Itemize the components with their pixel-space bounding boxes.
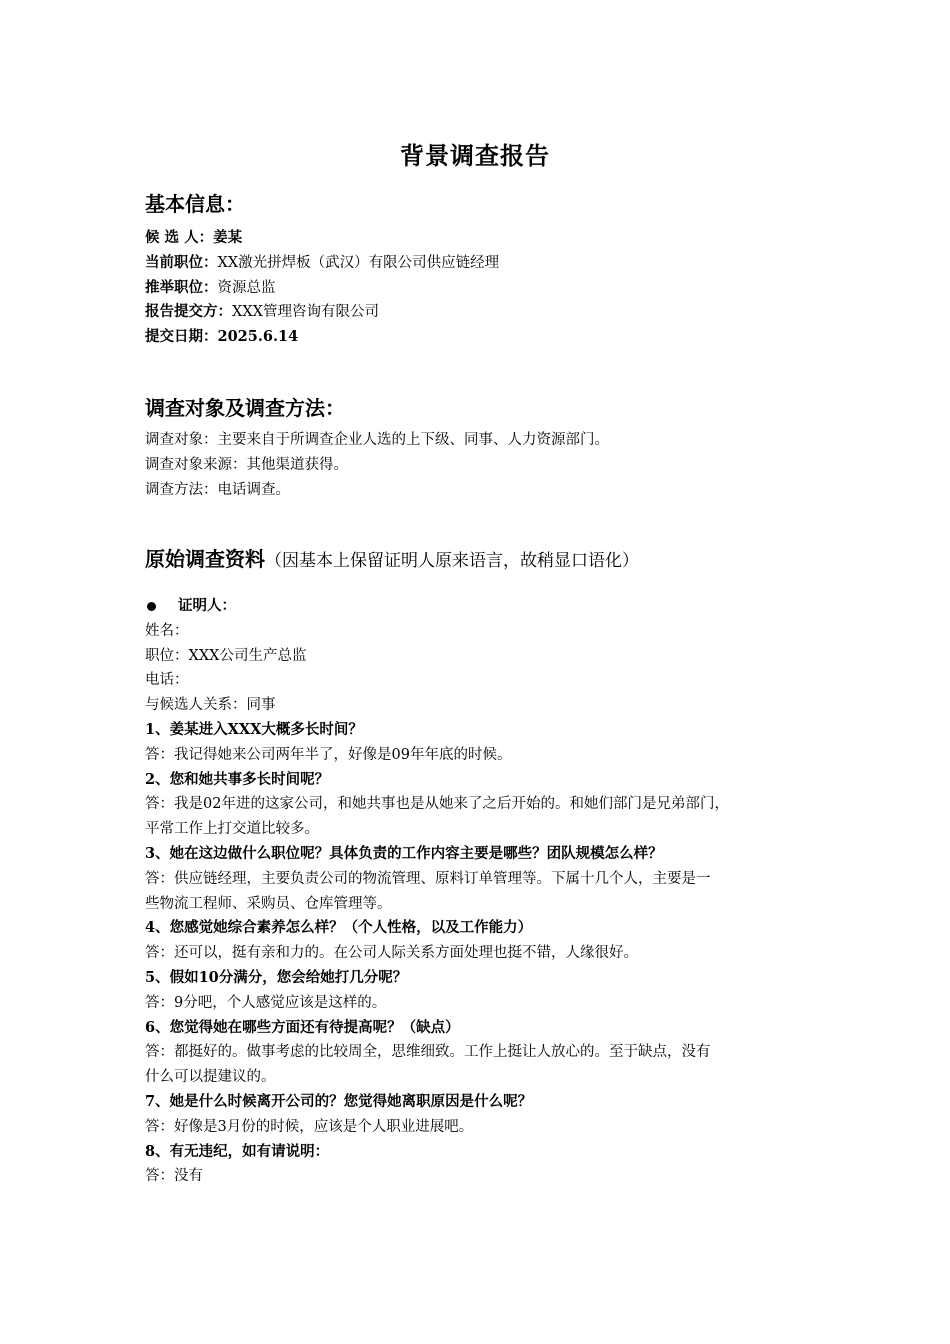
question: 7、她是什么时候离开公司的？您觉得她离职原因是什么呢？ [145, 1092, 533, 1110]
basic-info-heading: 基本信息： [145, 192, 245, 216]
question: 5、假如10分满分，您会给她打几分呢？ [145, 968, 408, 986]
field-value: 资源总监 [217, 279, 276, 296]
witness-field: 姓名： [145, 622, 189, 639]
question: 4、您感觉她综合素养怎么样？（个人性格，以及工作能力） [145, 919, 533, 937]
question: 1、姜某进入XXX大概多长时间？ [145, 720, 363, 738]
answer: 答：都挺好的。做事考虑的比较周全，思维细致。工作上挺让人放心的。至于缺点，没有 [145, 1044, 711, 1061]
field-value: XX激光拼焊板（武汉）有限公司供应链经理 [217, 254, 500, 271]
field-submit-date [145, 325, 825, 350]
field-label: 候 选 人： [145, 229, 214, 246]
witness-heading [145, 594, 825, 619]
answer: 答：没有 [145, 1168, 203, 1185]
answer: 些物流工程师、采购员、仓库管理等。 [145, 895, 392, 912]
witness-label: 证明人： [178, 597, 236, 614]
question: 2、您和她共事多长时间呢？ [145, 770, 330, 788]
question: 6、您觉得她在哪些方面还有待提高呢？（缺点） [145, 1018, 460, 1036]
question: 8、有无违纪，如有请说明： [145, 1142, 330, 1160]
raw-data-title: 原始调查资料 [145, 547, 265, 571]
answer: 答：供应链经理，主要负责公司的物流管理、原料订单管理等。下属十几个人，主要是一 [145, 870, 711, 887]
method-block [145, 428, 825, 502]
method-heading: 调查对象及调查方法： [145, 396, 345, 420]
field-current-position [145, 251, 825, 276]
answer: 答：9分吧，个人感觉应该是这样的。 [145, 994, 387, 1011]
witness-field: 电话： [145, 672, 189, 689]
bullet-icon [147, 602, 156, 611]
answer: 什么可以提建议的。 [145, 1069, 276, 1086]
raw-data-note: （因基本上保留证明人原来语言，故稍显口语化） [265, 551, 639, 571]
field-submitter [145, 300, 825, 325]
question: 3、她在这边做什么职位呢？具体负责的工作内容主要是哪些？团队规模怎么样？ [145, 844, 663, 862]
answer: 答：还可以，挺有亲和力的。在公司人际关系方面处理也挺不错，人缘很好。 [145, 945, 638, 962]
field-value: XXX管理咨询有限公司 [232, 304, 379, 321]
field-recommended-position [145, 276, 825, 301]
method-line: 调查方法：电话调查。 [145, 481, 290, 498]
field-label: 推举职位： [145, 278, 218, 296]
field-label: 提交日期： [145, 328, 218, 346]
witness-field: 职位：XXX公司生产总监 [145, 647, 307, 664]
answer: 平常工作上打交道比较多。 [145, 821, 319, 838]
basic-info-block [145, 226, 825, 350]
answer: 答：我记得她来公司两年半了，好像是09年年底的时候。 [145, 746, 512, 763]
raw-data-block [145, 594, 825, 1189]
field-candidate [145, 226, 825, 251]
field-value: 2025.6.14 [217, 328, 299, 346]
field-label: 报告提交方： [145, 303, 232, 321]
witness-field: 与候选人关系：同事 [145, 697, 276, 714]
method-line: 调查对象来源：其他渠道获得。 [145, 456, 348, 473]
answer: 答：好像是3月份的时候，应该是个人职业进展吧。 [145, 1118, 474, 1135]
answer: 答：我是02年进的这家公司，和她共事也是从她来了之后开始的。和她们部门是兄弟部门， [145, 796, 729, 813]
method-line: 调查对象：主要来自于所调查企业人选的上下级、同事、人力资源部门。 [145, 432, 609, 448]
field-value: 姜某 [213, 229, 243, 246]
field-label: 当前职位： [145, 253, 218, 271]
raw-data-heading [145, 543, 639, 572]
report-title: 背景调查报告 [400, 142, 550, 170]
